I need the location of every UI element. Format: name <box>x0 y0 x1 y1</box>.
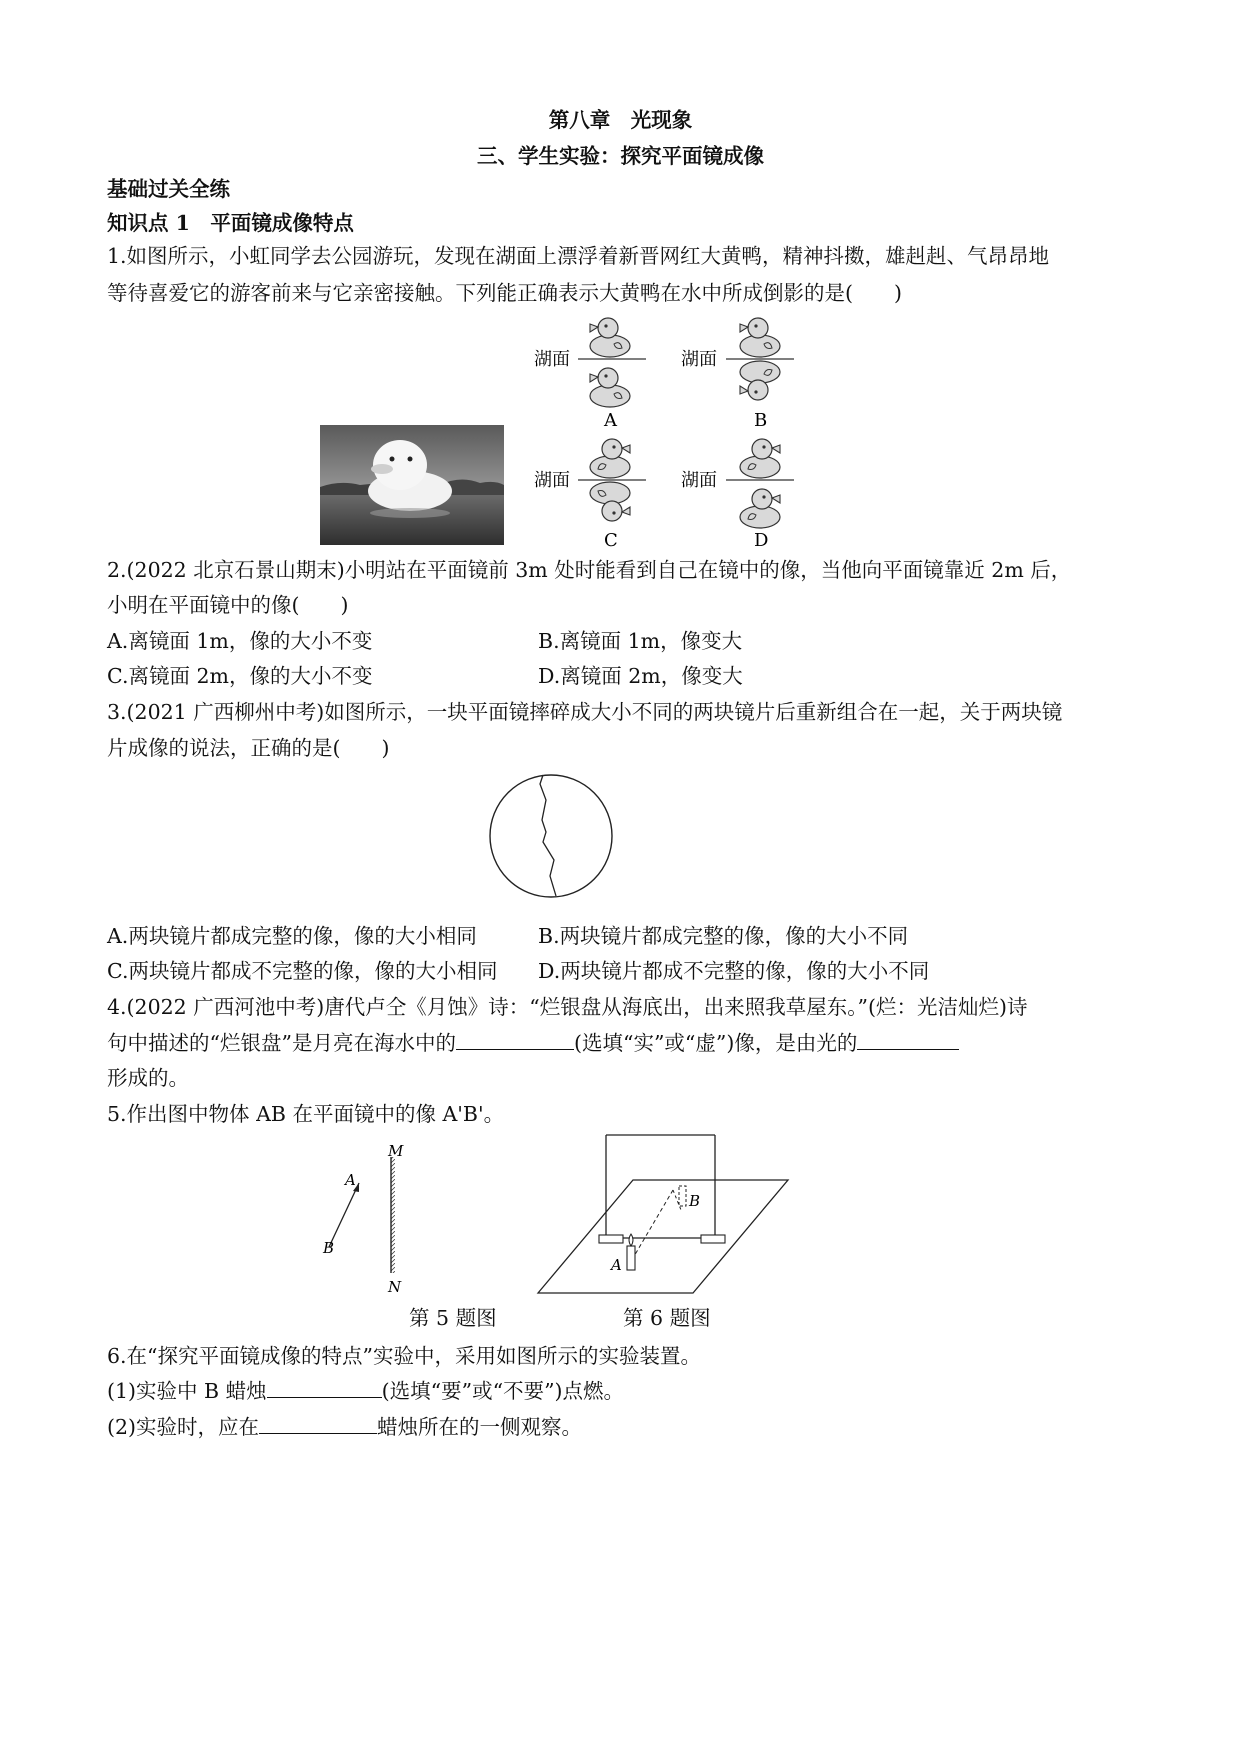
surface-label-a: 湖面 <box>534 349 570 370</box>
label-n: N <box>388 1278 402 1295</box>
option-b-diagram <box>681 318 794 431</box>
q2-option-c[interactable]: C.离镜面 2m，像的大小不变 <box>107 664 373 688</box>
answer-blank-1[interactable] <box>456 1029 574 1050</box>
q3-option-d[interactable]: D.两块镜片都成不完整的像，像的大小不同 <box>538 959 930 983</box>
question-6-text: 6.在“探究平面镜成像的特点”实验中，采用如图所示的实验装置。 <box>107 1344 702 1368</box>
duck-options-figure <box>528 312 808 552</box>
answer-blank-3[interactable] <box>267 1377 382 1398</box>
q2-option-a[interactable]: A.离镜面 1m，像的大小不变 <box>107 629 373 653</box>
svg-text:C: C <box>604 530 618 551</box>
q3-option-b[interactable]: B.两块镜片都成完整的像，像的大小不同 <box>538 924 909 948</box>
svg-text:湖面: 湖面 <box>681 470 717 491</box>
question-4-line-1: 4.(2022 广西河池中考)唐代卢仝《月蚀》诗：“烂银盘从海底出，出来照我草屋东。”(烂：光洁灿烂)诗 <box>107 995 1028 1019</box>
broken-mirror-figure <box>488 772 616 902</box>
svg-text:A: A <box>604 410 617 431</box>
answer-blank-2[interactable] <box>857 1029 959 1050</box>
label-m: M <box>388 1142 404 1160</box>
svg-text:湖面: 湖面 <box>534 470 570 491</box>
q2-option-d[interactable]: D.离镜面 2m，像变大 <box>538 664 743 688</box>
chapter-title: 第八章 光现象 <box>548 108 693 132</box>
q2-option-b[interactable]: B.离镜面 1m，像变大 <box>538 629 743 653</box>
question-3-line-1: 3.(2021 广西柳州中考)如图所示，一块平面镜摔碎成大小不同的两块镜片后重新组合在一起，关于两块镜 <box>107 700 1063 724</box>
q5-figure-caption: 第 5 题图 <box>409 1306 497 1330</box>
svg-text:B: B <box>754 410 768 431</box>
option-d-diagram <box>681 439 794 551</box>
question-1-line-2: 等待喜爱它的游客前来与它亲密接触。下列能正确表示大黄鸭在水中所成倒影的是( ) <box>107 281 902 305</box>
section-title: 三、学生实验：探究平面镜成像 <box>477 144 764 168</box>
practice-heading: 基础过关全练 <box>107 177 230 201</box>
label-b: B <box>323 1239 335 1257</box>
svg-text:D: D <box>754 530 769 551</box>
question-2-line-1: 2.(2022 北京石景山期末)小明站在平面镜前 3m 处时能看到自己在镜中的像，当他向平面镜靠近 2m 后， <box>107 558 1072 582</box>
q6-figure-caption: 第 6 题图 <box>623 1306 711 1330</box>
q6-apparatus-figure <box>533 1130 793 1295</box>
knowledge-point-heading: 知识点 1 平面镜成像特点 <box>107 211 354 235</box>
question-4-line-3: 形成的。 <box>107 1066 189 1090</box>
option-a-diagram <box>534 318 646 431</box>
label-a-candle: A <box>611 1256 622 1274</box>
q3-option-c[interactable]: C.两块镜片都成不完整的像，像的大小相同 <box>107 959 498 983</box>
question-4-line-2: 句中描述的“烂银盘”是月亮在海水中的 (选填“实”或“虚”)像，是由光的 <box>107 1029 959 1057</box>
label-b-candle: B <box>689 1192 701 1210</box>
question-3-line-2: 片成像的说法，正确的是( ) <box>107 736 390 760</box>
q5-mirror-figure <box>315 1135 425 1295</box>
question-2-line-2: 小明在平面镜中的像( ) <box>107 593 349 617</box>
option-c-diagram <box>534 439 646 551</box>
svg-text:湖面: 湖面 <box>681 349 717 370</box>
question-6-part-1: (1)实验中 B 蜡烛 (选填“要”或“不要”)点燃。 <box>107 1379 625 1403</box>
yellow-duck-photo <box>320 425 504 545</box>
q3-option-a[interactable]: A.两块镜片都成完整的像，像的大小相同 <box>107 924 477 948</box>
question-5-text: 5.作出图中物体 AB 在平面镜中的像 A'B'。 <box>107 1102 505 1126</box>
answer-blank-4[interactable] <box>259 1413 377 1434</box>
question-1-line-1: 1.如图所示，小虹同学去公园游玩，发现在湖面上漂浮着新晋网红大黄鸭，精神抖擞，雄赳赳、气昂昂地 <box>107 244 1050 268</box>
label-a: A <box>345 1171 356 1189</box>
question-6-part-2: (2)实验时，应在 蜡烛所在的一侧观察。 <box>107 1415 583 1439</box>
